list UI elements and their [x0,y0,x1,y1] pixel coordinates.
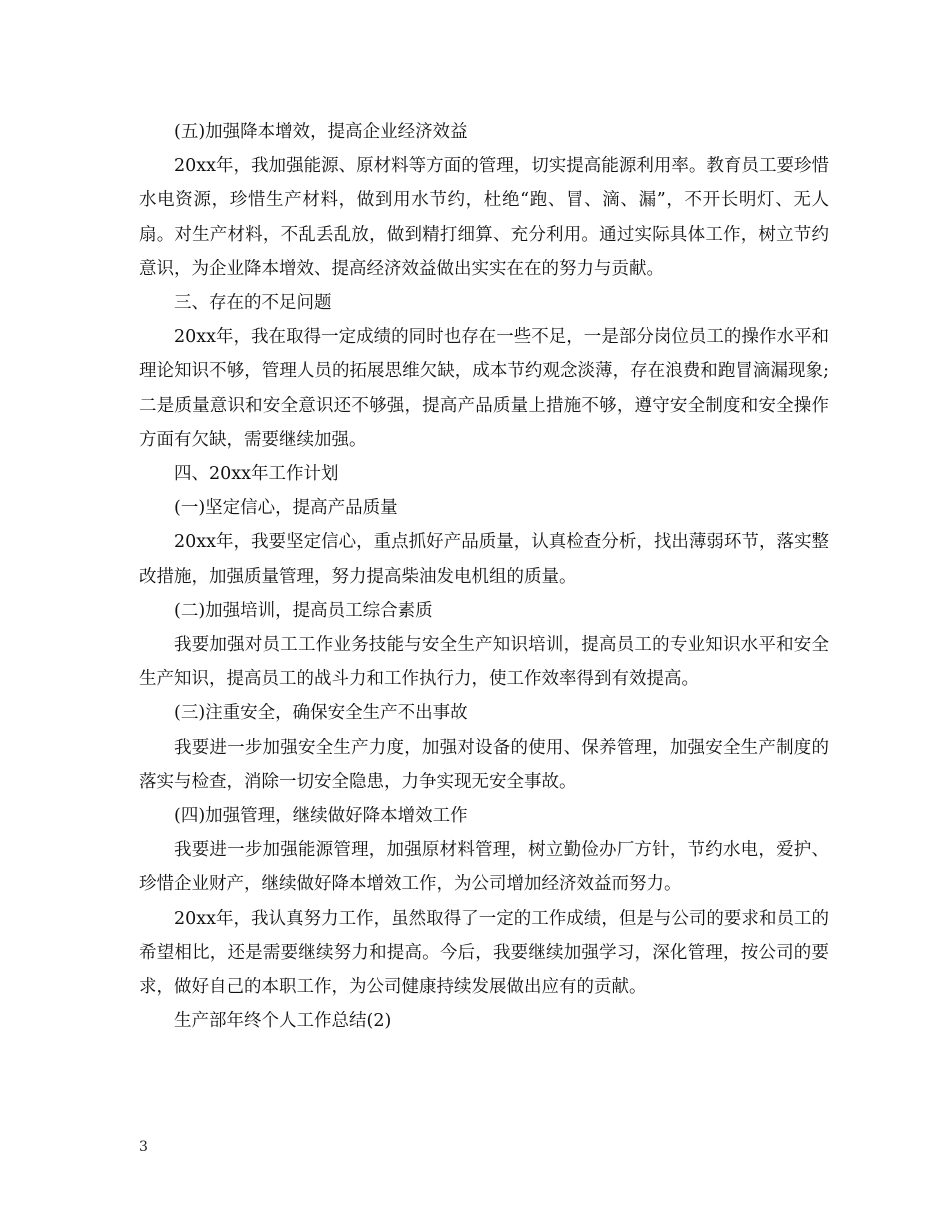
section-heading-work-plan: 四、20xx年工作计划 [174,464,339,485]
page-number: 3 [139,1139,148,1155]
paragraph-conclusion: 20xx年，我认真努力工作，虽然取得了一定的工作成绩，但是与公司的要求和员工的希望相比，还是需要继续努力和提高。今后，我要继续加强学习，深化管理，按公司的要求，做好自己的本职工作，为公司健康持续发展做出应有的贡献。 [139,908,829,998]
paragraph-energy-management: 20xx年，我加强能源、原材料等方面的管理，切实提高能源利用率。教育员工要珍惜水电资源，珍惜生产材料，做到用水节约，杜绝“跑、冒、滴、漏”，不开长明灯、无人扇。对生产材料，不乱丢乱放，做到精打细算、充分利用。通过实际具体工作，树立节约意识，为企业降本增效、提高经济效益做出实实在在的努力与贡献。 [139,156,829,279]
next-document-title: 生产部年终个人工作总结(2) [174,1011,392,1032]
subheading-training: (二)加强培训，提高员工综合素质 [174,600,433,621]
subheading-product-quality: (一)坚定信心，提高产品质量 [174,498,398,519]
paragraph-safety: 我要进一步加强安全生产力度，加强对设备的使用、保养管理，加强安全生产制度的落实与检查，消除一切安全隐患，力争实现无安全事故。 [139,737,829,792]
section-heading-cost-reduction: (五)加强降本增效，提高企业经济效益 [174,122,468,142]
subheading-safety: (三)注重安全，确保安全生产不出事故 [174,703,468,724]
paragraph-management: 我要进一步加强能源管理，加强原材料管理，树立勤俭办厂方针，节约水电，爱护、珍惜企业财产，继续做好降本增效工作，为公司增加经济效益而努力。 [139,840,829,895]
paragraph-shortcomings: 20xx年，我在取得一定成绩的同时也存在一些不足，一是部分岗位员工的操作水平和理论知识不够，管理人员的拓展思维欠缺，成本节约观念淡薄，存在浪费和跑冒滴漏现象;二是质量意识和安全意识还不够强，提高产品质量上措施不够，遵守安全制度和安全操作方面有欠缺，需要继续加强。 [139,327,829,450]
document-body [139,115,829,1038]
paragraph-product-quality: 20xx年，我要坚定信心，重点抓好产品质量，认真检查分析，找出薄弱环节，落实整改措施，加强质量管理，努力提高柴油发电机组的质量。 [139,532,829,587]
paragraph-training: 我要加强对员工工作业务技能与安全生产知识培训，提高员工的专业知识水平和安全生产知识，提高员工的战斗力和工作执行力，使工作效率得到有效提高。 [139,635,829,690]
section-heading-shortcomings: 三、存在的不足问题 [174,293,332,314]
subheading-management: (四)加强管理，继续做好降本增效工作 [174,806,468,827]
